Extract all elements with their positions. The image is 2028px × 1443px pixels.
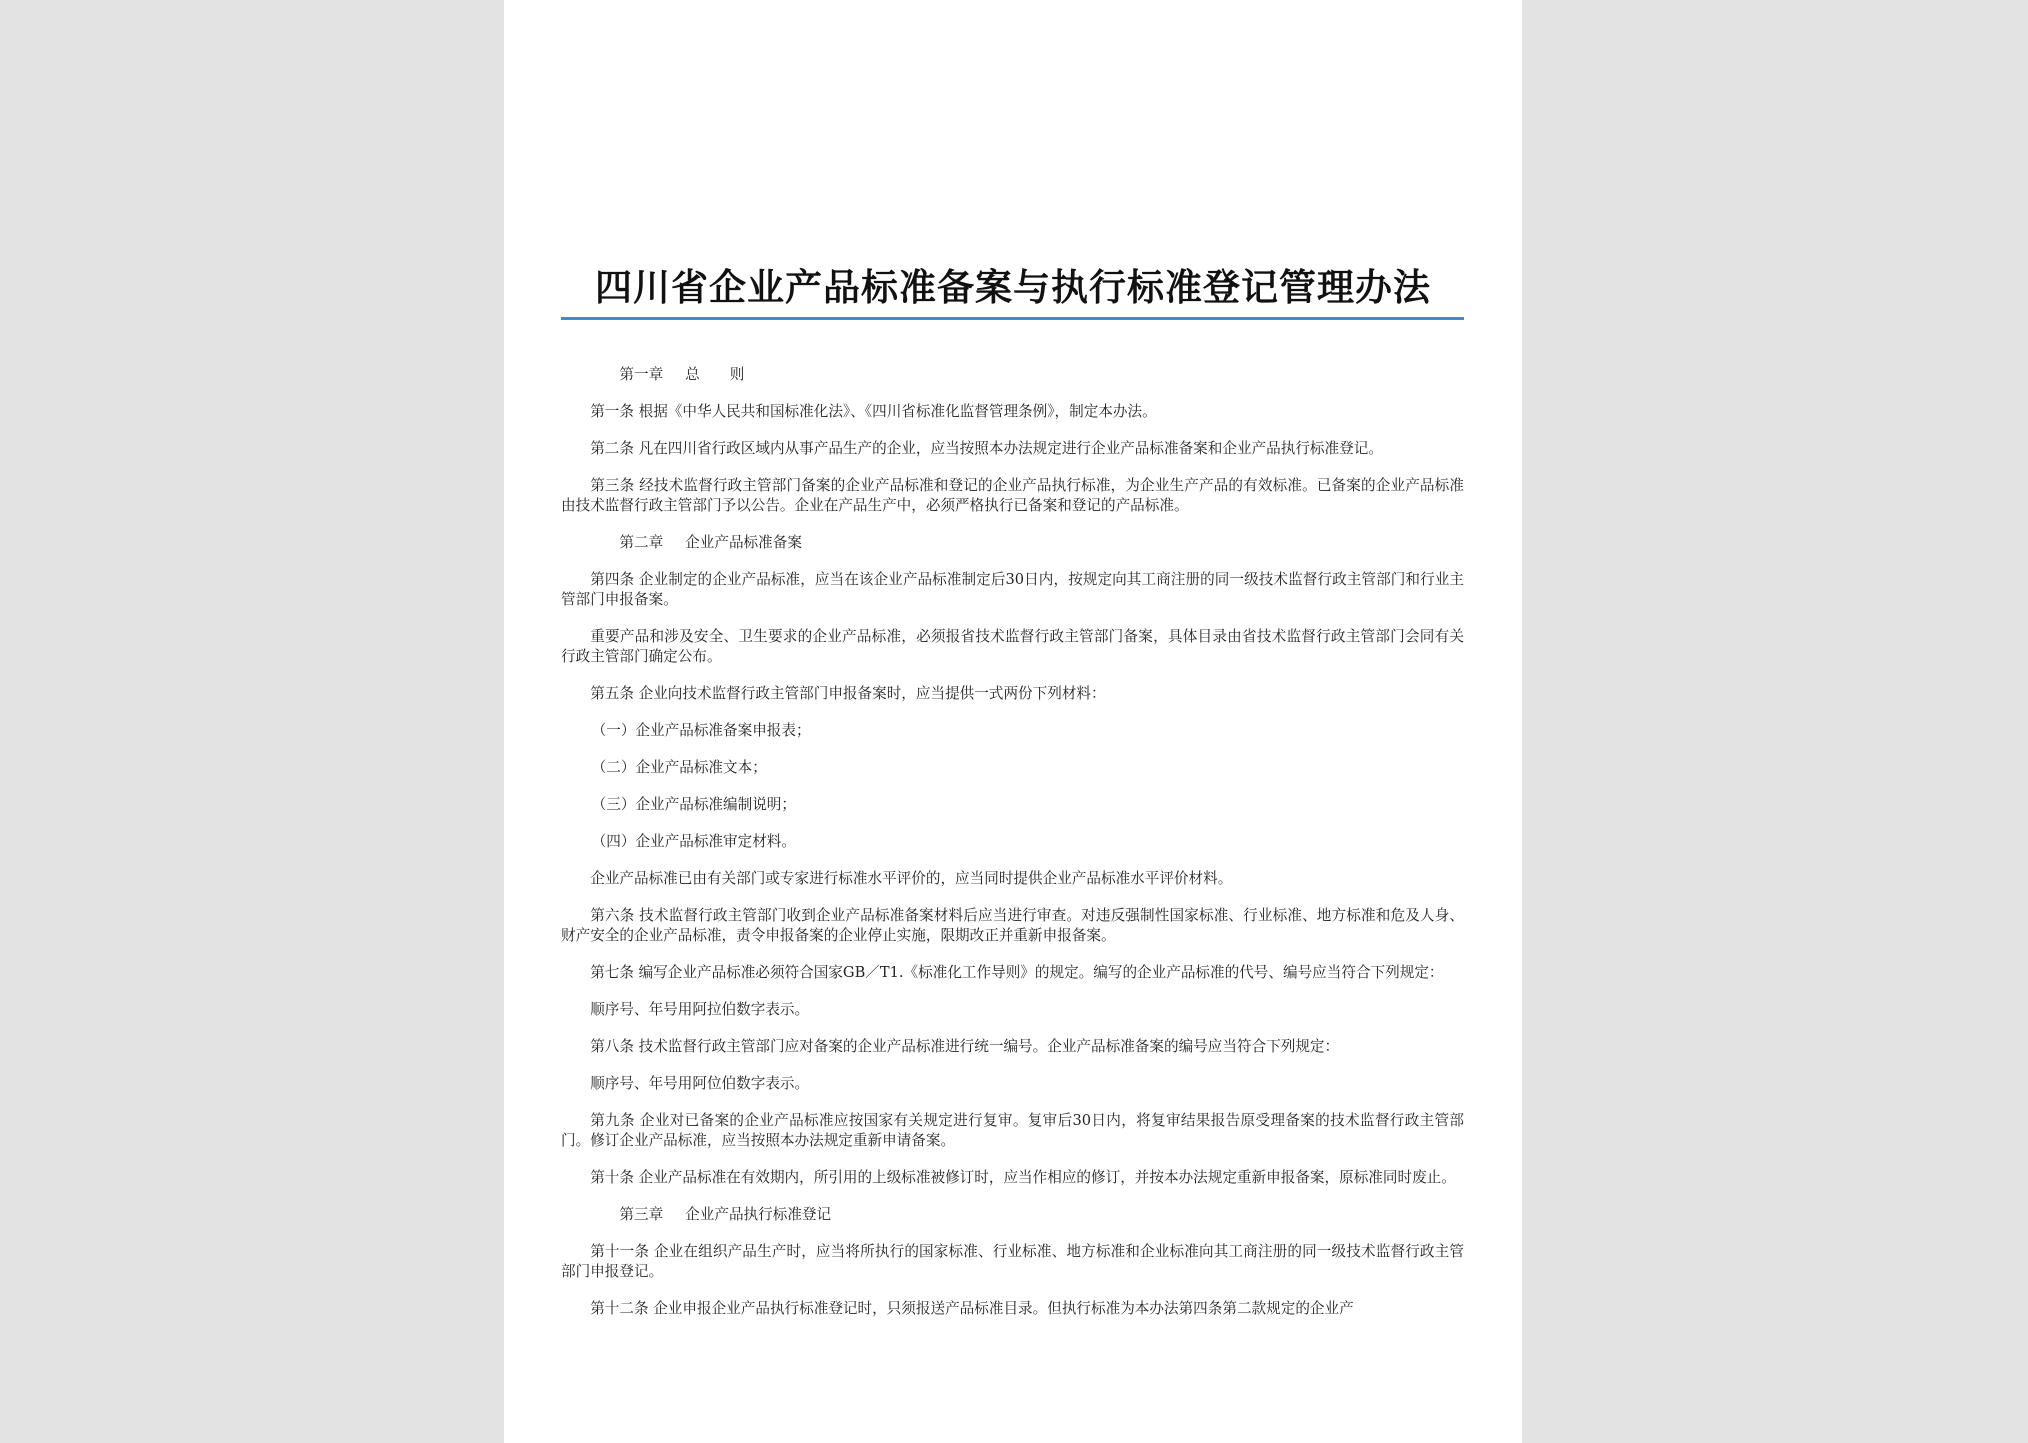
article-12: 第十二条 企业申报企业产品执行标准登记时，只须报送产品标准目录。但执行标准为本办法第四条第二款规定的企业产 — [590, 1300, 1354, 1317]
chapter-number: 第一章 — [619, 366, 664, 383]
chapter-name: 企业产品执行标准登记 — [685, 1206, 832, 1223]
chapter-number: 第二章 — [619, 534, 664, 551]
document-body — [561, 365, 1464, 1319]
article-11: 第十一条 企业在组织产品生产时，应当将所执行的国家标准、行业标准、地方标准和企业标准向其工商注册的同一级技术监督行政主管部门申报登记。 — [561, 1243, 1464, 1280]
article-4-paragraph-2: 重要产品和涉及安全、卫生要求的企业产品标准，必须报省技术监督行政主管部门备案，具体目录由省技术监督行政主管部门会同有关行政主管部门确定公布。 — [561, 628, 1464, 665]
article-7-paragraph-2: 顺序号、年号用阿拉伯数字表示。 — [590, 1001, 810, 1018]
chapter-name: 企业产品标准备案 — [685, 534, 802, 551]
article-8: 第八条 技术监督行政主管部门应对备案的企业产品标准进行统一编号。企业产品标准备案的编号应当符合下列规定： — [590, 1038, 1340, 1055]
title-underline — [561, 317, 1464, 320]
article-4: 第四条 企业制定的企业产品标准，应当在该企业产品标准制定后30日内，按规定向其工商注册的同一级技术监督行政主管部门和行业主管部门申报备案。 — [561, 571, 1464, 608]
chapter-heading-2 — [561, 533, 1464, 553]
chapter-number: 第三章 — [619, 1206, 664, 1223]
chapter-name: 总则 — [685, 366, 775, 383]
chapter-heading-1 — [561, 365, 1464, 385]
article-7: 第七条 编写企业产品标准必须符合国家GB／T1.《标准化工作导则》的规定。编写的企业产品标准的代号、编号应当符合下列规定： — [590, 964, 1444, 981]
document-page — [504, 0, 1522, 1443]
article-8-paragraph-2: 顺序号、年号用阿位伯数字表示。 — [590, 1075, 810, 1092]
article-2: 第二条 凡在四川省行政区域内从事产品生产的企业，应当按照本办法规定进行企业产品标准备案和企业产品执行标准登记。 — [590, 440, 1383, 457]
article-1: 第一条 根据《中华人民共和国标准化法》、《四川省标准化监督管理条例》，制定本办法。 — [590, 403, 1157, 420]
article-9: 第九条 企业对已备案的企业产品标准应按国家有关规定进行复审。复审后30日内，将复审结果报告原受理备案的技术监督行政主管部门。修订企业产品标准，应当按照本办法规定重新申请备案。 — [561, 1112, 1464, 1149]
article-5-paragraph-2: 企业产品标准已由有关部门或专家进行标准水平评价的，应当同时提供企业产品标准水平评价材料。 — [590, 870, 1233, 887]
chapter-heading-3 — [561, 1205, 1464, 1225]
article-5-item-2: （二）企业产品标准文本； — [591, 759, 767, 776]
article-5: 第五条 企业向技术监督行政主管部门申报备案时，应当提供一式两份下列材料： — [590, 685, 1106, 702]
document-title: 四川省企业产品标准备案与执行标准登记管理办法 — [595, 265, 1431, 309]
article-5-item-1: （一）企业产品标准备案申报表； — [591, 722, 811, 739]
article-3: 第三条 经技术监督行政主管部门备案的企业产品标准和登记的企业产品执行标准，为企业生产产品的有效标准。已备案的企业产品标准由技术监督行政主管部门予以公告。企业在产品生产中，必须严格执行已备案和登记的产品标准。 — [561, 477, 1464, 514]
article-6: 第六条 技术监督行政主管部门收到企业产品标准备案材料后应当进行审查。对违反强制性国家标准、行业标准、地方标准和危及人身、财产安全的企业产品标准，责令申报备案的企业停止实施，限期改正并重新申报备案。 — [561, 907, 1464, 944]
article-5-item-3: （三）企业产品标准编制说明； — [591, 796, 796, 813]
article-10: 第十条 企业产品标准在有效期内，所引用的上级标准被修订时，应当作相应的修订，并按本办法规定重新申报备案，原标准同时废止。 — [590, 1169, 1456, 1186]
article-5-item-4: （四）企业产品标准审定材料。 — [591, 833, 796, 850]
